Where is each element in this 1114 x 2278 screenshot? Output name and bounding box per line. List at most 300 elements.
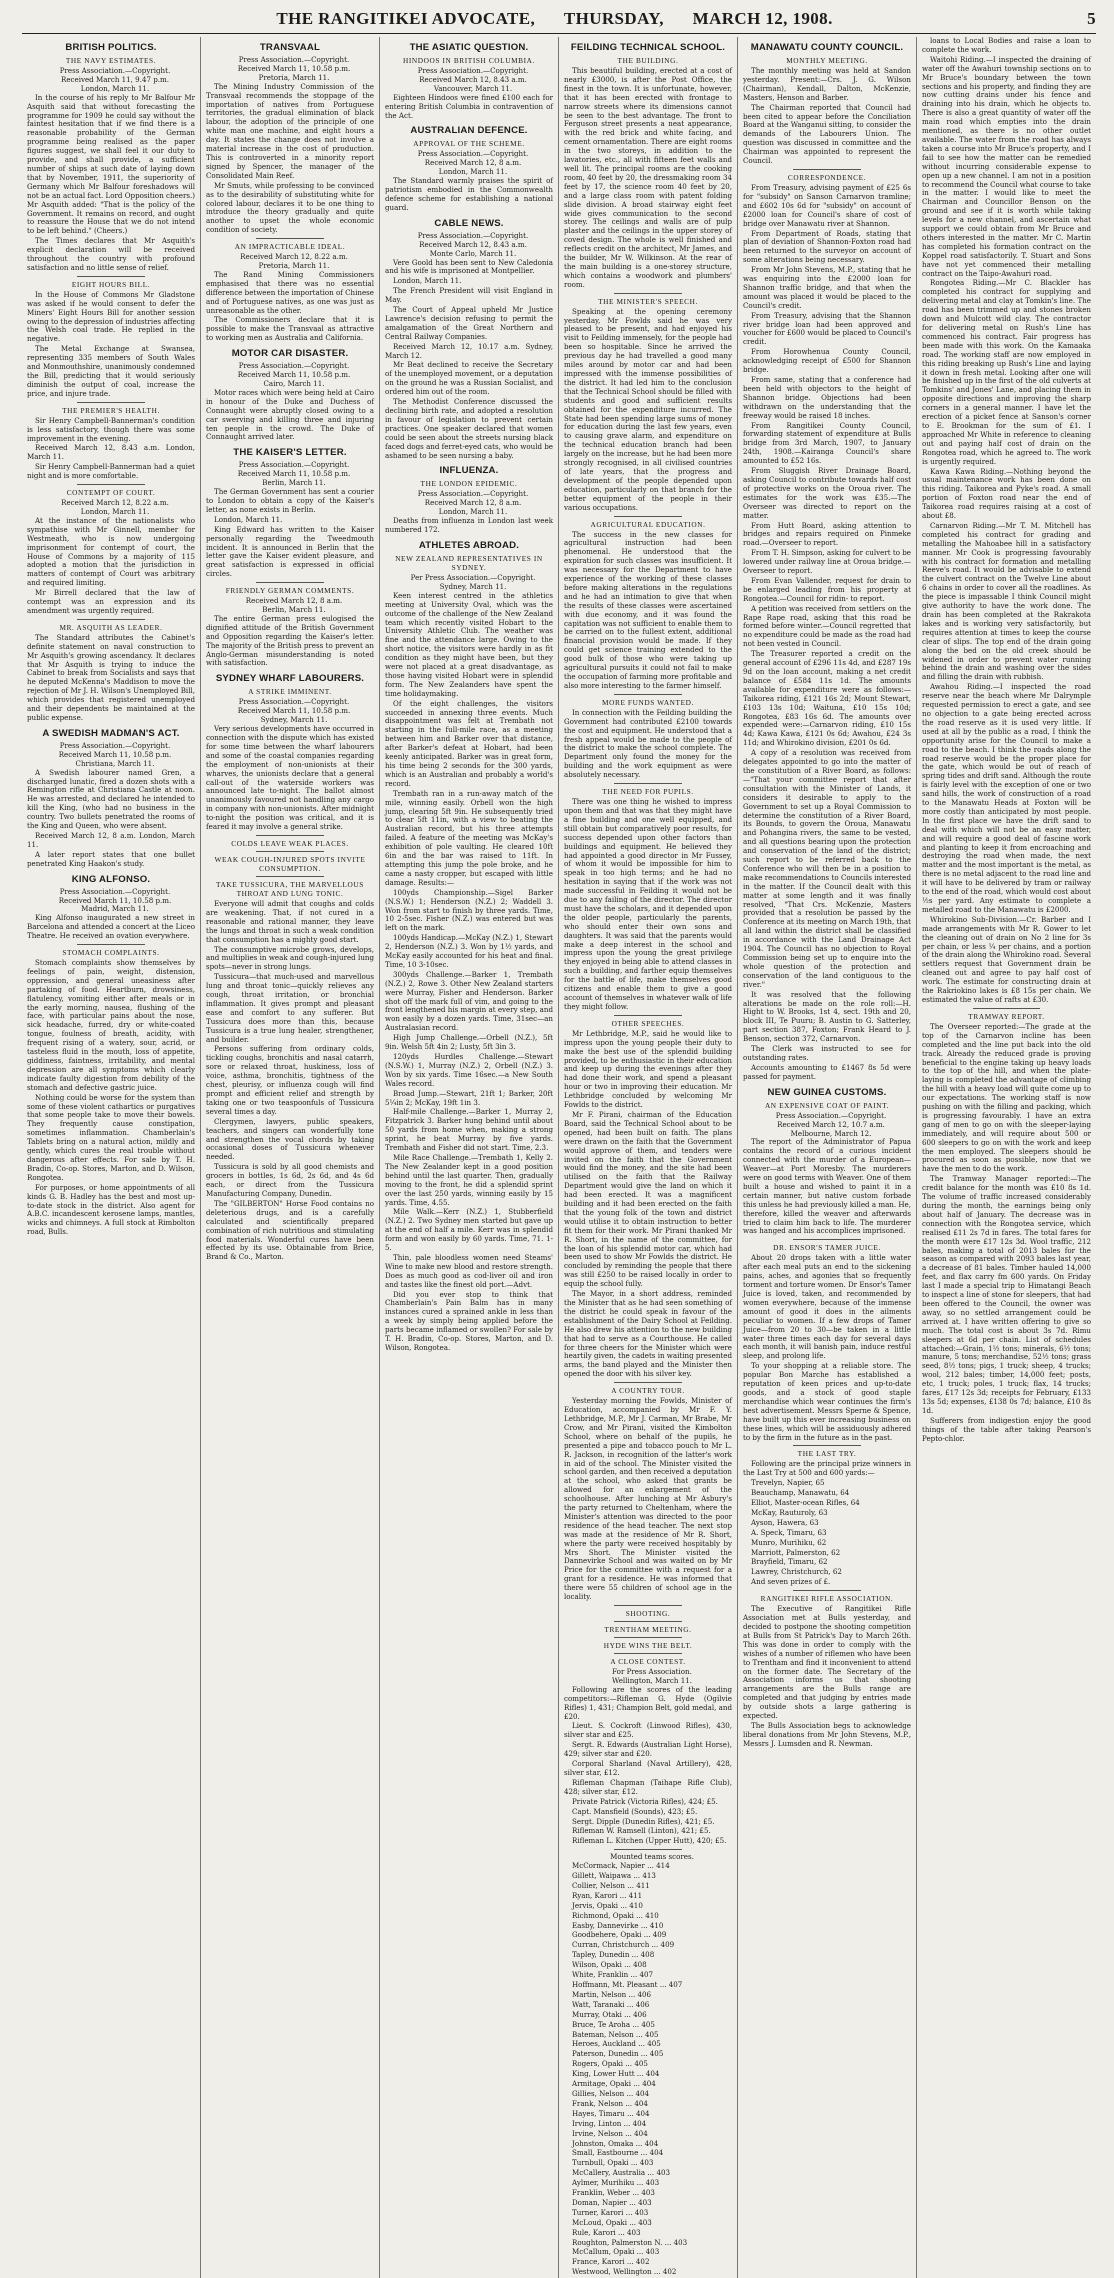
paragraph: From Rangitikei County Council, forwarding statement of expenditure at Bulls bridge from 3rd March, 1907, to January 24th, 1908.—Kairanga Council's share amounted to £52 16s. — [743, 420, 911, 466]
paragraph: Marriott, Palmerston, 62 — [751, 1547, 841, 1557]
dateline: London, March 11. — [80, 83, 150, 93]
article-subheading: MR. ASQUITH AS LEADER. — [59, 622, 163, 632]
article-subheading: THE LONDON EPIDEMIC. — [420, 479, 518, 489]
article-subheading: NEW ZEALAND REPRESENTATIVES IN SYDNEY. — [395, 553, 543, 572]
paragraph: Whirokino Sub-Division.—Cr. Barber and I made arrangements with Mr R. Gower to let the cleaning out of drain on No 2 line for 3s per chain, or less ¼ per chains, and a portion of the drain along the Whirokino road. Several settlers request that Government drain be cleaned out and agree to pay half cost of work. The estimate for constructing drain at the Rakriokino lakes is £8 15s per chain. We estimated the value of rafts at £30. — [922, 914, 1091, 1004]
paragraph: Of the eight challenges, the visitors succeeded in annexing three events. Much disappointment was felt at Trembath not starting in the full-mile race, as a meeting between him and Barker over that distance, after Barker's defeat at Hobart, had been keenly anticipated. Barker was in great form, his time being 2 seconds for the 300 yards, which is an Australian and probably a world's record. — [385, 698, 553, 788]
article — [564, 1653, 732, 1846]
article — [564, 1637, 732, 1650]
paragraph: Rule, Karori ... 403 — [572, 2227, 641, 2237]
paragraph: Westwood, Wellington ... 402 — [572, 2267, 677, 2277]
paragraph: 100yds Championship.—Sigel Barker (N.S.W.) 1; Henderson (N.Z.) 2; Waddell 3. Won from start to finish by three yards. Time, 10 2-5sec. Fisher (N.Z.) was entered but was left on the mark. — [385, 887, 553, 933]
article-subheading: TAKE TUSSICURA, THE MARVELLOUS THROAT AND LUNG TONIC. — [216, 879, 364, 898]
column-1 — [22, 37, 201, 2278]
article-subheading: A STRIKE IMMINENT. — [248, 687, 332, 697]
dateline: Madrid, March 11. — [81, 904, 149, 914]
paragraph: Elliot, Master-ocean Rifles, 64 — [751, 1498, 860, 1508]
article-heading: BRITISH POLITICS. — [65, 42, 157, 53]
dateline: Pretoria, March 11. — [258, 261, 330, 271]
article — [206, 851, 374, 873]
paragraph: McKay, Rauturoly, 63 — [751, 1507, 828, 1517]
dateline: London, March 11. — [438, 507, 508, 517]
paragraph: And seven prizes of £. — [751, 1577, 831, 1587]
dateline: Berlin, March 11. — [262, 605, 326, 615]
paragraph: From Hutt Board, asking attention to bridges and repairs required on Pinmeke road.—Overseer to report. — [743, 520, 911, 548]
paragraph: Tussicura—that much-used and marvellous lung and throat tonic—quickly relieves any cough, throat irritation, or bronchial inflammation. It gives prompt and pleasant ease and comfort to any sufferer. But Tussicura does more than this, because Tussicura is a true lung healer, strengthener, and builder. — [206, 972, 374, 1044]
dateline: Melbourne, March 12. — [790, 1128, 872, 1138]
masthead-rule — [22, 33, 1096, 34]
dateline: Received March 11, 10.58 p.m. — [58, 895, 172, 905]
article — [206, 582, 374, 668]
article-subheading: MONTHLY MEETING. — [786, 56, 868, 65]
article — [206, 42, 374, 235]
dateline: Sydney, March 11. — [439, 581, 507, 591]
article — [743, 1087, 911, 1237]
article — [27, 728, 195, 869]
article-subheading: A COUNTRY TOUR. — [611, 1386, 685, 1396]
dateline: Press Association.—Copyright. — [417, 230, 529, 240]
article-heading: ATHLETES ABROAD. — [418, 539, 520, 551]
article — [27, 874, 195, 941]
article — [564, 694, 732, 780]
dateline: Received March 12, 8.43 a.m. — [419, 239, 527, 249]
article-heading: TRANSVAAL — [259, 42, 321, 53]
dateline: Berlin, March 11. — [262, 478, 326, 488]
paragraph: McCallery, Australia ... 403 — [572, 2168, 670, 2178]
paragraph: Heroes, Auckland ... 405 — [572, 2039, 661, 2049]
paragraph: In connection with the Feilding building the Government had contributed £2100 towards the cost and equipment. He understood that a fresh appeal would be made to the people of the district to make the school complete. The Department only found the money for the building and the work equipment as were absolutely necessary. — [564, 707, 732, 780]
paragraph: Turnbull, Opaki ... 403 — [572, 2158, 654, 2168]
paragraph: McLoud, Opaki ... 403 — [572, 2217, 652, 2227]
article — [922, 1008, 1091, 1444]
paragraph: London, March 11. — [214, 514, 283, 524]
paragraph: The monthly meeting was held at Sandon yesterday. Present:—Crs. J. G. Wilson (Chairman), Kendall, Dalton, McKenzie, Masters, Henson and Barber. — [743, 66, 911, 102]
paragraph: King Edward has written to the Kaiser personally regarding the Tweedmouth incident. It is announced in Berlin that the letter gave the Kaiser evident pleasure, and great satisfaction is expressed in official circles. — [206, 524, 374, 579]
article — [564, 1382, 732, 1602]
dateline: Press Association.—Copyright. — [238, 697, 350, 707]
article — [27, 484, 195, 616]
dateline: Press Association.—Copyright. — [59, 66, 171, 75]
dateline: Received March 12, 8 a.m. — [424, 158, 522, 168]
paragraph: Mr F. Pirani, chairman of the Education Board, said the Technical School about to be opened, had been built on faith. The plans were drawn on the faith that the Government would approve of them, and tenders were invited on the faith that the Government would find the money, and the site had been utilised on the faith that the Railway Department would give the land on which it had been erected. It was a magnificent building and it had been erected on the faith that the young folk of the town and district would utilise it to obtain instruction to better fit them for their work. Mr Pirani thanked Mr R. Short, in the name of the committee, for the loan of his splendid motor car, which had been used to show Mr Fowlds the district. He concluded by reminding the people that there was still £250 to be raised locally in order to equip the school fully. — [564, 1109, 732, 1289]
paragraph: 300yds Challenge.—Barker 1, Trembath (N.Z.) 2, Rowe 3. Other New Zealand starters were Murray, Fisher and Henderson. Barker shot off the mark full of vim, and going to the front lengthened his margin at every step, and won easily by a dozen yards. Time, 31sec—an Australasian record. — [385, 969, 553, 1033]
paragraph: 100yds Handicap.—McKay (N.Z.) 1, Stewart 2, Henderson (N.Z.) 3. Won by 1½ yards, and McKay easily accounted for his heat and final. Time, 10 3-10sec. — [385, 933, 553, 969]
article — [206, 835, 374, 848]
paragraph: Sir Henry Campbell-Bannerman had a quiet night and is more comfortable. — [27, 462, 195, 481]
paragraph: The Rand Mining Commissioners emphasised that there was no essential difference between the importation of Chinese and of Portuguese natives, as one was just as unreasonable as the other. — [206, 269, 374, 315]
paragraph: Broad Jump.—Stewart, 21ft 1; Barker, 20ft 5¼in 2; McKay, 19ft 1in 3. — [385, 1088, 553, 1107]
paragraph: Capt. Mansfield (Sounds), 423; £5. — [572, 1806, 698, 1816]
dateline: Received March 12, 8.43 a.m. — [419, 74, 527, 84]
paragraph: Waitohi Riding.—I inspected the draining of water off the Awahuri township sections on to Mr Bruce's boundary between the town sections and his property, and finding they are now cutting drains under his fence and draining into his drain, which he objects to. There is also a great quantity of water off the main road which empties into the drain mentioned, as there is no other outlet available. The water from the road has always taken a course into Mr Bruce's property, and I fail to see how the matter can be remedied without incurring considerable expense to open up a new channel. I am not in a position to recommend the Council what course to take in the matter. I would like to meet the Chairman and Councillor Benson on the ground and see if it is worth while taking levels for a new channel, and ascertain what support we could obtain from Mr Bruce and others interested in the matter. Mr C. Martin has completed his formation contract on the Koppel road satisfactorily. T. Stuart and Sons have not yet commenced their metalling contract on the Taipo-Awahuri road. — [922, 54, 1091, 278]
paragraph: The Bulls Association begs to acknowledge liberal donations from Mr John Stevens, M.P., Messrs J. Lumsden and R. Newman. — [743, 1720, 911, 1748]
article-subheading: AN IMPRACTICABLE IDEAL. — [234, 242, 346, 252]
paragraph: The Methodist Conference discussed the declining birth rate, and adopted a resolution in favour of legislation to prevent certain practices. One speaker declared that women could be seen about the streets nursing black faced dogs and ferret-eyed cats, who would be ashamed to be seen nursing a baby. — [385, 397, 553, 460]
dateline: Pretoria, March 11. — [258, 72, 330, 82]
article — [385, 218, 553, 461]
paragraph: Beauchamp, Manawatu, 64 — [751, 1488, 850, 1498]
masthead-title-line — [22, 9, 1087, 29]
paragraph: From Treasury, advising payment of £25 6s for "subsidy" on Sanson Carnarvon tramline; and £602 10s 6d for "subsidy" on account of £2000 loan for Council's share of cost of bridge over Manawatu river at Shannon. — [743, 182, 911, 228]
dateline: Received March 11, 10.58 p.m. — [237, 63, 351, 73]
paragraph: A Swedish labourer named Gren, a discharged lunatic, fired a dozen shots with a Remington rifle at Christiana Castle at noon. He was arrested, and declared he intended to kill the King, (who had no business in the country. Two bullets penetrated the rooms of the King and Queen, who were absent. — [27, 767, 195, 831]
article — [27, 402, 195, 481]
dateline: Received March 11, 10.58 p.m. — [237, 706, 351, 716]
paragraph: Mr Smuts, while professing to be convinced as to the desirability of substituting white for colored labour, declares it to be one thing to introduce the theory gradually and quite another to upset the whole economic condition of society. — [206, 180, 374, 235]
paragraph: Lieut. S. Cockroft (Linwood Rifles), 430, silver star and £25. — [564, 1721, 732, 1740]
dateline: Cairo, March 11. — [263, 379, 325, 388]
paragraph: In the course of his reply to Mr Balfour Mr Asquith said that without forecasting the programme for 1909 he could say without the faintest hesitation that if we find there is a reasonable probability of the German programme being realised as the paper figures suggest, we shall feel it our duty to provide, and shall provide, a sufficient number of ships at such date of laying down that by November, 1911, the superiority of Germany which Mr Balfour foreshadows will not be an actual fact. Lord Opposition cheers.) Mr Asquith added: "That is the policy of the Government. It remains on record, and ought to reassure the House that we do not intend to be left behind." (Cheers.) — [27, 92, 196, 236]
paragraph: The French President will visit England in May. — [385, 286, 553, 305]
article-subheading: RANGITIKEI RIFLE ASSOCIATION. — [760, 1594, 894, 1604]
paragraph: King Alfonso inaugurated a new street in Barcelona and attended a concert at the Liceo Theatre. He received an ovation everywhere. — [27, 913, 195, 941]
article-subheading: AGRICULTURAL EDUCATION. — [590, 519, 706, 529]
dateline: Received March 12, 8.22 a.m. — [240, 252, 348, 262]
article — [564, 293, 732, 513]
section-divider — [614, 1653, 681, 1654]
article — [743, 1239, 911, 1442]
paragraph: Trevelyn, Napier, 65 — [751, 1478, 825, 1488]
article-subheading: FRIENDLY GERMAN COMMENTS. — [225, 586, 355, 596]
section-divider — [614, 1637, 681, 1638]
section-divider — [793, 169, 860, 170]
paragraph: Aylmer, Murihiku ... 403 — [572, 2178, 660, 2188]
article-subheading: OTHER SPEECHES. — [611, 1018, 685, 1028]
section-divider — [793, 1239, 860, 1240]
paragraph: The Clerk was instructed to see for outstanding rates. — [743, 1044, 911, 1062]
paragraph: High Jump Challenge.—Orbell (N.Z.), 5ft 9in. Welsh 5ft 4in 2; Lusty, 5ft 3in 3. — [385, 1033, 553, 1052]
section-divider — [256, 238, 323, 239]
dateline: London, March 11. — [80, 506, 150, 516]
paragraph: A later report states that one bullet penetrated King Haakon's study. — [27, 849, 195, 868]
paragraph: Doman, Napier ... 403 — [572, 2197, 652, 2207]
paragraph: The Mining Industry Commission of the Transvaal recommends the stoppage of the importation of natives from Portuguese territories, the gradual elimination of black labour, the adoption of the principle of one white man one machine, and eight hours a day. It states the change does not involve a material increase in the cost of production. This is controverted in a minority report signed by Spencer, the manager of the Consolidated Main Reef. — [206, 81, 374, 180]
paragraph: In the House of Commons Mr Gladstone was asked if he would consent to defer the Miners' Eight Hours Bill for another session owing to the depression of industries affecting the Welsh coal trade. He replied in the negative. — [27, 289, 195, 344]
paragraph: The Chairman reported that Council had been cited to appear before the Conciliation Board at the Wanganui sitting, to consider the demands of the Labourers Union. The question was discussed in committee and the Chairman was appointed to represent the Council. — [743, 102, 911, 166]
paragraph: Watt, Taranaki ... 406 — [572, 1999, 650, 2009]
paragraph: Awahou Riding.—I inspected the road reserve near the beach where Mr Dalrymple requested permission to erect a gate, and see no objection to a gate being erected across the road reserve as it is used very little. If used at all by the public as a road, I think the opportunity arise for the Council to make a road to the beach. I think the roads along the road reserve would be the proper place for the gate, which would be out of reach of spring tides and drift sand. Although the route is fairly level with the exception of one or two sand hills, the work of construction of a road to the Manawatu Heads at Foxton will be more costly than anticipated by most people. In the first place we have the drift sand to deal with which will not be an easy matter, and will require a good deal of fascine work and planting to keep it from encroaching and destroying the road when made, the next matter and the most important is the metal, as there is no metal adjacent to the road line and it will have to be delivered by tram or railway to the end of the road, which would cost about ½s per yard. Any estimate to complete a metalled road to the Manawatu is £2000. — [922, 682, 1091, 914]
article — [385, 125, 553, 212]
article-heading: FEILDING TECHNICAL SCHOOL. — [570, 42, 726, 53]
section-divider — [77, 276, 144, 277]
article-subheading: EIGHT HOURS BILL. — [71, 279, 151, 289]
article-subheading: THE PREMIER'S HEALTH. — [62, 405, 160, 415]
paragraph: The Mayor, in a short address, reminded the Minister that as he had seen something of the district he could speak in favour of the establishment of the Dairy School at Feilding. He also drew his attention to the new building that had to serve as a Courthouse. He called for three cheers for the Minister which were heartily given, the cadets in waiting presented arms, the band played and the Minister then opened the door with his silver key. — [564, 1289, 732, 1379]
paragraph: The success in the new classes for agricultural instruction had been phenomenal. He understood that the expiration for such classes was insufficient. It was necessary for the Department to have experience of the working of these classes before making alterations in the regulations and he had an intimation to give that when the results of these classes were ascertained with due economy, and it was found the capitation was not sufficient to enable them to be carried on to the fullest extent, additional financial provision would be made. If they could get science training extended to the good bulk of those who were taking up agricultural pursuits it could not fail to make the occupation of farming more profitable and also more interesting to the farmer himself. — [564, 529, 732, 690]
article-subheading: MORE FUNDS WANTED. — [602, 697, 694, 707]
article — [743, 1590, 911, 1749]
paragraph: At the instance of the nationalists who sympathise with Mr Ginnell, member for Westmeath, who is now undergoing imprisonment for contempt of court, the House of Commons by a majority of 115 adopted a motion that the jurisdiction in matters of contempt of Court was arbitrary and required limiting. — [27, 515, 195, 588]
paragraph: Accounts amounting to £1467 8s 5d were passed for payment. — [743, 1062, 911, 1081]
article — [206, 673, 374, 832]
article-subheading: CORRESPONDENCE. — [787, 172, 867, 182]
dateline: Press Association.—Copyright. — [59, 886, 171, 896]
article-heading: THE KAISER'S LETTER. — [233, 447, 347, 459]
paragraph: King, Lower Hutt ... 404 — [572, 2069, 660, 2079]
paragraph: Private Patrick (Victoria Rifles), 424; £5. — [572, 1796, 718, 1806]
paragraph: The Tramway Manager reported:—The credit balance for the month was £10 8s 1d. The volume of traffic increased considerably during the month, the earnings being only about half of January. The decrease was in connection with the Rongotea service, which realised £11 2s 7d in fares. The total fares for the month were £17 12s 3d. Wool traffic, 212 bales, making a total of 2013 bales for the season as compared with 2093 bales last year, a decrease of 81 bales. Timber hauled 14,000 feet, and flax carry fm 600 yards. On Friday last I made a special trip to Himatangi Beach to inspect a line of stone for sleepers, that had been offered to the Council, the owner was away, so no settled arrangement could be arrived at. I have written offering to give so much. The total cost is about 3s 7d. Rimu sleepers at 6d per chain. List of schedules attached:—Grain, 1½ tons; minerals, 6½ tons; manure, 5 tons; merchandise, 52½ tons; grass seed, 8½ tons; pigs, 1 truck; sheep, 4 trucks; wool, 212 bales; timber, 14,000 feet; posts, etc, 1 truck; poles, 1 truck; flax, 14 trucks; fares, £17 12s 3d; receipts for February, £133 13s 5d; expenses, £138 0s 7d; balance, £10 8s 1d. — [922, 1174, 1091, 1415]
article-subheading: THE BUILDING. — [617, 56, 679, 65]
dateline: Sydney, March 11. — [260, 715, 328, 725]
paragraph: Paterson, Dunedin ... 405 — [572, 2049, 664, 2059]
dateline: Press Association.—Copyright. — [775, 1110, 887, 1120]
paragraph: Keen interest centred in the athletics meeting at University Oval, which was the outcome of the challenge of the New Zealand team which recently visited Hobart to the University Athletic Club. The weather was fine and the attendance large. Owing to the short notice, the visitors were hardly in as fit condition as they might have been, but they were not placed at a great disadvantage, as those having visited Hobart were in splendid form. The New Zealanders have spent the time holidaymaking. — [385, 590, 553, 698]
paragraph: Deaths from influenza in London last week numbered 172. — [385, 516, 553, 535]
column-5 — [738, 37, 917, 2278]
paragraph: Stomach complaints show themselves by feelings of pain, weight, distension, oppression, and general uneasiness after partaking of food. Heartburn, drowsiness, flatulency, vomiting either after meals or in the early morning, nausea, flushing of the face, with particular pains about the nose, sick headache, furred, dry or white-coated tongue, foulness of breath, acidity, with frequent rising of a watery, sour, acrid, or tasteless fluid in the mouth, loss of appetite, giddiness, faintness, irritability, and mental depression are all symptoms which clearly indicate faulty digestion from debility of the stomach and defective gastric juice. — [27, 958, 195, 1092]
paragraph: The Standard warmly praises the spirit of patriotism embodied in the Commonwealth defence scheme for establishing a national guard. — [385, 176, 553, 212]
issue-day: THURSDAY, — [563, 9, 664, 28]
dateline: Received March 12, 10.7 a.m. — [777, 1119, 885, 1129]
paragraph: McCormack, Napier ... 414 — [572, 1861, 670, 1871]
article-subheading: TRENTHAM MEETING. — [604, 1625, 692, 1634]
section-divider — [614, 1382, 681, 1383]
paragraph: From Evan Vallender, request for drain to be enlarged leading from his property at Rongotea.—Council for ridin- to report. — [743, 575, 911, 603]
article-heading: AUSTRALIAN DEFENCE. — [410, 125, 528, 137]
paragraph: Ayson, Hawera, 63 — [751, 1517, 819, 1527]
dateline: Vancouver, March 11. — [433, 83, 513, 93]
article — [27, 276, 195, 399]
section-divider — [256, 876, 323, 877]
paragraph: Speaking at the opening ceremony yesterday, Mr Fowlds said he was very pleased to be present, and had enjoyed his visit to Feilding immensely, for the people had been so hospitable. Since he arrived the previous day he had travelled a good many miles around by motor car and had been impressed with the immense possibilities of the district. It had led him to the conclusion that the Technical School should be filled with students and good and sufficient results obtained for the expenditure incurred. The State had been spending large sums of money for education during the last few years, even to causing grave alarm, and expenditure on the technical education branch had been largely on the increase, but he had been more strongly recognised, in all civilised countries of late years, that the progress and development of the people depended upon education, particularly on that branch for the better equipment of the people in their various occupations. — [564, 306, 732, 512]
article — [206, 238, 374, 343]
paragraph: White, Franklin ... 407 — [572, 1970, 654, 1980]
article — [564, 1621, 732, 1634]
paragraph: The Commissioners declare that it is possible to make the Transvaal as attractive to working men as Australia and California. — [206, 315, 374, 343]
paragraph: There was one thing he wished to impress upon them and that was that they might have a fine building and one well equipped, and still obtain but comparatively poor results, for success depended upon other factors than buildings and equipment. He believed they had appointed a good director in Mr Fussey, of whom it would be impossible for him to speak in too high terms; and he had no hesitation in saying that if the work was not made successful in Feilding it would not be due to any failing of the director. The director must have the scholars, and it depended upon the older people, particularly the parents, who should enter their own sons and daughters. It was said that the parents would make a deep interest in the school and impress upon the young the great privilege they enjoyed in being able to attend classes in such a building, and farther equip themselves for the battle of life, make themselves good citizens and enable them to give a good account of themselves in whatever walk of life they might follow. — [564, 797, 732, 1011]
paragraph: Mr Lethbridge, M.P., said he would like to impress upon the young people their duty to make the best use of the splendid building provided, to be enthusiastic in their education and keep up during the evenings after they had done their work, and spend a pleasant hour or two in improving their education. Mr Lethbridge concluded by welcoming Mr Fowlds to the district. — [564, 1028, 732, 1110]
article — [564, 516, 732, 691]
paragraph: From Department of Roads, stating that plan of deviation of Shannon-Foxton road had been returned to the surveyor on account of some alterations being necessary. — [743, 228, 911, 265]
dateline: Received March 11, 10.58 p.m. — [237, 370, 351, 380]
dateline: Press Association.—Copyright. — [238, 55, 350, 64]
section-divider — [793, 1445, 860, 1446]
masthead — [22, 6, 1096, 32]
paragraph: McCallum, Opaki ... 403 — [572, 2247, 660, 2257]
dateline: Received March 11, 10.58 p.m. — [58, 749, 172, 759]
paragraph: Collier, Nelson ... 411 — [572, 1880, 650, 1890]
paragraph: Trembath ran in a run-away match of the mile, winning easily. Orbell won the high jump, clearing 5ft 9in. He subsequently tried to clear 5ft 11in, with a view to beating the Australian record, but his three attempts failed. A feature of the meeting was McKay's exhibition of pole vaulting. He cleared 10ft 6in and the bar was raised to 11ft. In attempting this jump the pole broke, and he came a nasty cropper, but escaped with little damage. Results:— — [385, 788, 553, 887]
paragraph: Clergymen, lawyers, public speakers, teachers, and singers can wonderfully tone and strengthen the vocal chords by taking occasional doses of Tussicura whenever needed. — [206, 1116, 374, 1162]
paragraph: Easby, Dannevirke ... 410 — [572, 1920, 664, 1930]
article-subheading: CONTEMPT OF COURT. — [66, 488, 156, 498]
paragraph: Carnarvon Riding.—Mr T. M. Mitchell has completed his contract for grading and metalling the Mahoabee hill in a satisfactory manner. Mr Cook is progressing favourably with his contract for formation and metalling Reeve's road. It would be advisable to extend the culvert contract on the Twelve Line about 6 chains in order to cover all the roadlines. As the piece is impassable I think Council might give authority to have the work done. The drain has been completed at the Rakrakota lakes and is working very satisfactorily, but requires attention at times to keep the course clear of slips. The top end of the drain going along the bed on the old creek should be widened in order to prevent water running behind the drain and washing over the sides and filling the drain with rubbish. — [922, 520, 1091, 682]
article-subheading: THE NAVY ESTIMATES. — [65, 56, 157, 65]
paragraph: From Horowhenua County Council, acknowledging receipt of £500 for Shannon bridge. — [743, 347, 911, 375]
section-divider — [614, 1621, 681, 1622]
section-divider — [77, 402, 144, 403]
article-subheading: APPROVAL OF THE SCHEME. — [413, 139, 525, 149]
column-4 — [559, 37, 738, 2278]
section-divider — [973, 1008, 1041, 1009]
section-divider — [77, 944, 144, 945]
paragraph: Tussicura is sold by all good chemists and grocers in bottles, 1s 6d, 2s 6d, and 4s 6d each, or direct from the Tussicura Manufacturing Company, Dunedin. — [206, 1162, 374, 1198]
article — [564, 1015, 732, 1379]
paragraph: Following are the principal prize winners in the Last Try at 500 and 600 yards:— — [743, 1459, 911, 1478]
article-subheading: HYDE WINS THE BELT. — [603, 1641, 693, 1650]
dateline: Press Association.—Copyright. — [238, 460, 350, 470]
paragraph: Mile Walk.—Kerr (N.Z.) 1, Stubberfield (N.Z.) 2. Two Sydney men started but gave up at the end of half a mile. Kerr was in splendid form and won easily by 60 yards. Time, 71. 1-5. — [385, 1207, 553, 1253]
paragraph: The entire German press eulogised the dignified attitude of the British Government and Opposition regarding the Kaiser's letter. The majority of the British press to prevent an Anglo-German misunderstanding is noted with satisfaction. — [206, 613, 374, 668]
dateline: Received March 12, 8 a.m. — [424, 498, 522, 508]
article-heading: MOTOR CAR DISASTER. — [231, 348, 349, 360]
paragraph: From Treasury, advising that the Shannon river bridge loan had been approved and voucher for £600 would be placed to Council's credit. — [743, 310, 911, 347]
section-divider — [793, 1590, 860, 1591]
paragraph: From Mr John Stevens, M.P., stating that he was enquiring into the £2000 loan for Shannon traffic bridge, and that when the amount was placed it would be placed to the Council's credit. — [743, 265, 911, 310]
section-divider — [256, 835, 323, 836]
paragraph: Roughton, Palmerston N. ... 403 — [572, 2237, 688, 2247]
paragraph: The Overseer reported:—The grade at the top of the Carnarvon incline has been completed and the line put back into the old track. Already the reduced grade is proving beneficial to the engine taking up heavy loads to the top of the hill, and when the plate-laying is completed the advantage of climbing the hill with a heavy load will quite come up to our expectations. The working staff is now pushing on with the filling and packing, which is progressing favourably. I have an extra gang of men to go on with the sleeper-laying immediately, and will require about 500 or 600 sleepers to go on with the work and keep the men employed. The sleepers should be procured as soon as possible, now that we have the men to do the work. — [922, 1021, 1091, 1174]
paragraph: Jervis, Opaki ... 410 — [572, 1900, 643, 1910]
paragraph: Yesterday morning the Fowlds, Minister of Education, accompanied by Mr F. Y. Lethbridge, M.P., Mr J. Carman, Mr Brabe, Mr Crow, and Mr Pirani, visited the Kimbolton School, where on behalf of the pupils, he presented a pipe and tobacco pouch to Mr L. R. Jackson, in recognition of the latter's work in aid of the school. The Minister visited the school garden, and then received a deputation at the school, who asked that grants be allowed for an enlargement of the schoolhouse. After lunching at Mr Asbury's the party returned to Cheltenham, where the Minister's attention was directed to the poor residence of the head teacher. The next stop was made at the residence of Mr R. Short, where the party were received hospitably by Mrs Short. The Minister visited the Dannevirke School and was waited on by Mr Price for the committee with a request for a grant for a residence. He was informed that there were 55 children of school age in the locality. — [564, 1396, 732, 1602]
paragraph: A. Speck, Timaru, 63 — [751, 1527, 827, 1537]
paragraph: A petition was received from settlers on the Rape Rape road, asking that this road be formed before winter.—Council regretted that no expenditure could be made as the road had not been vested in Council. — [743, 603, 911, 649]
paragraph: Rongotea Riding.—Mr C. Blackler has completed his contract for supplying and delivering metal and clay at Tomkin's line. The road has been trimmed up and stones broken down and Mulcott wild clay. The contractor for delivering metal on Rush's Line has commenced his contract. Fair progress has been made with this work. On the Kamaaka road. The working staff are now employed in this riding breaking up Rush's Line and laying it down in fresh metal. Looking after one will be finished up in the first of the old culverts at Tomkins' and Jones' Lane, and placing them in opposite directions and improving the sharp corners in a general manner. I have let the erection of a picket fence at Sanson's corner to E. Brookman for the sum of £1. I approached Mr White in reference to cleaning out and paying half cost of drain on the Rongotea road, which he agreed to. The work is urgently required. — [922, 278, 1091, 466]
section-divider — [614, 783, 681, 784]
section-divider — [77, 484, 144, 485]
article-subheading: TRAMWAY REPORT. — [968, 1011, 1045, 1021]
paragraph: The report of the Administrator of Papua contains the record of a curious incident connected with the murder of a European—Weaver—at Port Moresby. The murderers were on good terms with Weaver. One of them built a house and wished to paint it in a certain manner, but native custom forbade this unless he had previously killed a man. He, therefore, killed the weaver and afterwards tried to claim him back to life. The murderer was hanged and his accomplices imprisoned. — [743, 1137, 912, 1236]
paragraph: Munro, Murihiku, 62 — [751, 1537, 827, 1547]
article — [27, 944, 195, 1237]
paragraph: The Court of Appeal upheld Mr Justice Lawrence's decision refusing to permit the amalgamation of the Great Northern and Central Railway Companies. — [385, 305, 553, 341]
dateline: For Press Association. — [612, 1667, 692, 1676]
paragraph: Ryan, Karori ... 411 — [572, 1890, 643, 1900]
article-heading: MANAWATU COUNTY COUNCIL. — [750, 42, 904, 53]
article — [385, 540, 553, 1353]
section-divider — [77, 619, 144, 620]
article — [564, 1605, 732, 1618]
paragraph: Kawa Kawa Riding.—Nothing beyond the usual maintenance work has been done on this riding. Taikorea and Pyke's road. A small portion of Foxton road near the end of Taikorea road requires raising at a cost of about £8. — [922, 466, 1091, 521]
paragraph: Gillies, Nelson ... 404 — [572, 2088, 650, 2098]
paragraph: It was resolved that the following alterations be made on the role roll:—H. Hight to W. Brooks, 1st 4, sect. 19th and 20, block III, Te Puuru; B. Austin to G. Satterley, part section 387, Foxton; Frank Heard to J. Benson, section 372, Carnarvon. — [743, 989, 911, 1044]
article — [385, 42, 553, 120]
paragraph: Thin, pale bloodless women need Steams' Wine to make new blood and restore strength. Does as much good as cod-liver oil and iron and tastes like the finest old port.—Advt. — [385, 1252, 553, 1289]
paragraph: Richmond, Opaki ... 410 — [572, 1910, 659, 1920]
paragraph: Franklin, Weber ... 403 — [572, 2188, 655, 2198]
article-subheading: SHOOTING. — [625, 1609, 671, 1618]
paragraph: Brayfield, Timaru, 62 — [751, 1557, 828, 1567]
paragraph: From T. H. Simpson, asking for culvert to be lowered under railway line at Oroua bridge.—Overseer to report. — [743, 548, 911, 576]
paragraph: Murray, Otaki ... 406 — [572, 2009, 647, 2019]
paragraph: Hoffmann, Mt. Pleasant ... 407 — [572, 1980, 683, 1989]
paragraph: Irvine, Nelson ... 404 — [572, 2128, 648, 2138]
article-heading: KING ALFONSO. — [71, 873, 151, 885]
article-subheading: THE MINISTER'S SPEECH. — [598, 296, 698, 306]
dateline: Monte Carlo, March 11. — [429, 248, 517, 258]
paragraph: The Standard attributes the Cabinet's definite statement on naval construction to Mr Asquith's growing ascendancy. It declares that Mr Asquith is trying to induce the Cabinet to break from Socialists and says that he deputed McKenna's Maddison to move the rejection of Mr J. H. Wilson's Unemployed Bill, which provides that registered unemployed and their dependents be maintained at the public expense. — [27, 632, 195, 722]
paragraph: Bateman, Nelson ... 405 — [572, 2029, 659, 2039]
dateline: Press Association.—Copyright. — [417, 66, 529, 75]
paragraph: Martin, Nelson ... 406 — [572, 1989, 652, 1999]
dateline: Received March 11, 9.47 p.m. — [60, 74, 170, 84]
dateline: Mounted teams scores. — [610, 1852, 694, 1862]
paragraph: Sufferers from indigestion enjoy the good things of the table after taking Pearson's Pepto-chlor. — [922, 1415, 1091, 1443]
article — [564, 1849, 732, 2277]
section-divider — [614, 1849, 681, 1850]
article-subheading: COLDS LEAVE WEAK PLACES. — [231, 838, 349, 848]
dateline: Press Association.—Copyright. — [417, 149, 529, 159]
article-subheading: A CLOSE CONTEST. — [610, 1657, 686, 1666]
column-6 — [917, 37, 1096, 2278]
paragraph: Curran, Christchurch ... 409 — [572, 1940, 675, 1950]
article — [922, 37, 1091, 1005]
paragraph: To your shopping at a reliable store. The popular Bon Marche has established a reputation of keen prices and up-to-date goods, and a stock of good staple merchandise which wear continues the firm's best advertisement. Messrs Sperne & Spence, have built up this ever increasing business on these lines, which will be assiduously adhered to by the firm in the future as in the past. — [743, 1361, 911, 1442]
paragraph: About 20 drops taken with a little water after each meal puts an end to the sickening pains, aches, and agonies that so frequently torment and torture women. Dr Ensor's Tamer Juice is loved, taken, and recommended by women everywhere, because of the immense amount of good it does in the ailments peculiar to women. If a few drops of Tamer Juice—from 20 to 30—be taken in a little water three times each day for several days each month, it will banish pain, induce restful sleep, and prolong life. — [743, 1253, 911, 1361]
dateline: Christiana, March 11. — [75, 758, 155, 768]
article-subheading: THE NEED FOR PUPILS. — [602, 787, 694, 797]
paragraph: Mr Birrell declared that the law of contempt was an expression and its amendment was urgently required. — [27, 588, 195, 615]
paragraph: Following are the scores of the leading competitors:—Rifleman G. Hyde (Ogilvie Rifles) 1, 431; Champion Belt, gold medal, and £20. — [564, 1684, 732, 1721]
article — [743, 1445, 911, 1587]
paragraph: Sergt. R. Edwards (Australian Light Horse), 429; silver star and £20. — [564, 1740, 732, 1759]
section-divider — [256, 582, 323, 583]
article — [206, 876, 374, 1262]
section-divider — [614, 1605, 681, 1606]
paragraph: Persons suffering from ordinary colds, tickling coughs, bronchitis and nasal catarrh, sore or relaxed throat, huskiness, loss of voice, asthma, bronchitis, tightness of the chest, pleurisy, or influenza cough will find prompt and efficient relief and strength by taking one or two teaspoonfuls of Tussicura several times a day. — [206, 1044, 374, 1116]
page-number: 5 — [1087, 9, 1096, 28]
paragraph: Motor races which were being held at Cairo in honour of the Duke and Duchess of Connaught were abruptly closed owing to a car swerving and killing three and injuring ten people in the crowd. The Duke of Connaught arrived later. — [206, 387, 374, 442]
article — [564, 42, 732, 290]
paragraph: Mile Race Challenge.—Trembath 1, Kelly 2. The New Zealander kept in a good position behind until the last quarter. Then, gradually moving to the front, he did a splendid sprint over the last 250 yards, winning easily by 15 yards. Time, 4.55. — [385, 1152, 553, 1207]
paragraph: From Sluggish River Drainage Board, asking Council to contribute towards half cost of protective works on the Oroua river. The estimates for the work was £35.—The Overseer was directed to report on the matter. — [743, 466, 911, 520]
paragraph: This beautiful building, erected at a cost of nearly £3000, is after the Post Office, the finest in the town. It is unfortunate, however, that it has been erected with frontage to narrow streets where its dimensions cannot be seen to the best advantage. The front to Ferguson street presents a neat appearance, with the red brick and white facing, and cement ornamentation. There are eight rooms in the two storeys, in addition to the lavatories, etc., all with fifteen feet walls and well lit. The principal rooms are the cooking room, 40 feet by 20, the dressmaking room 34 feet by 17, the science room 40 feet by 20, and a large class room with patent folding slide division. A broad stairway eight feet wide gives communication to the second storey. The ceilings and walls are of pulp plaster and the ceilings in the upper storey of coved design. The whole is well finished and reflects credit on the architect, Mr James, and the builder, Mr W. Wilkinson. At the rear of the main building is a one-storey structure, which contains a woodwork and plumbers' room. — [564, 66, 732, 289]
paragraph: Armitage, Opaki ... 404 — [572, 2079, 656, 2089]
paragraph: Very serious developments have occurred in connection with the dispute which has existed for some time between the wharf labourers and some of the coastal companies regarding the employment of non-unionists at their wharves, the unionists declare that a general call-out of the waterside workers was announced late to-night. The ballot almost unanimously favoured not handling any cargo in company with non-unionists. After midnight to-night the position was critical, and it is feared it may involve a general strike. — [206, 724, 374, 832]
paragraph: Half-mile Challenge.—Barker 1, Murray 2, Fitzpatrick 3. Barker hung behind until about 50 yards from home when, making a strong sprint, he beat Murray by five yards. Trembath and Fisher did not start. Time, 2.3. — [385, 1107, 553, 1153]
dateline: Press Association.—Copyright. — [417, 489, 529, 499]
paragraph: Rogers, Opaki ... 405 — [572, 2059, 648, 2069]
article-heading: NEW GUINEA CUSTOMS. — [767, 1086, 887, 1098]
article-heading: CABLE NEWS. — [434, 217, 504, 229]
dateline: Received March 12, 8 a.m. — [245, 596, 343, 606]
article-subheading: HINDOOS IN BRITISH COLUMBIA. — [403, 56, 535, 65]
paragraph: Bruce, Te Aroha ... 405 — [572, 2019, 655, 2029]
paragraph: The Executive of Rangitikei Rifle Association met at Bulls yesterday, and decided to postpone the shooting competition at Bulls from St Patrick's Day to March 26th. This was done in order to comply with the wishes of a number of riflemen who have been to Trentham and find it inconvenient to attend on the former date. The Secretary of the Association informs us that shooting arrangements are the Bulls range are completed and that judging by entries made by outside shots a large gathering is expected. — [743, 1604, 911, 1721]
article — [27, 619, 195, 723]
paragraph: Corporal Sharland (Naval Artillery), 428, silver star, £12. — [564, 1759, 732, 1777]
newspaper-title: THE RANGITIKEI ADVOCATE, — [276, 9, 536, 28]
article-subheading: AN EXPENSIVE COAT OF PAINT. — [764, 1100, 890, 1110]
paragraph: France, Karori ... 402 — [572, 2257, 650, 2267]
paragraph: Received March 12, 10.17 a.m. Sydney, March 12. — [385, 341, 553, 360]
paragraph: For purposes, or home appointments of all kinds G. B. Hadley has the best and most up-to-date stock in the district. Also agent for A.B.C. incandescent kerosene lamps, mantles, wicks and chimneys. A full stock at Rimbolton road, Bulls. — [27, 1182, 195, 1237]
paragraph: Rifleman W. Ramsell (Linton), 421; £5. — [572, 1826, 711, 1836]
paragraph: Rifleman Chapman (Taihape Rifle Club), 428; silver star, £12. — [564, 1777, 732, 1796]
dateline: Received March 12, 8.22 a.m. — [61, 498, 169, 508]
paragraph: Turner, Karori ... 403 — [572, 2207, 649, 2217]
article-subheading: STOMACH COMPLAINTS. — [62, 948, 160, 958]
paragraph: Received March 12, 8 a.m. London, March 11. — [27, 830, 195, 849]
article — [743, 169, 911, 1082]
article-heading: A SWEDISH MADMAN'S ACT. — [42, 727, 180, 739]
article-heading: THE ASIATIC QUESTION. — [409, 42, 529, 53]
paragraph: The Metal Exchange at Swansea, representing 335 members of South Wales and Monmouthshire, unanimously condemned the Bill, predicting that it would seriously diminish the output of coal, increase the price, and injure trade. — [27, 344, 195, 398]
paragraph: The Treasurer reported a credit on the general account of £296 11s 4d, and £287 19s 9d on the loan account, making a net credit balance of £584 11s 1d. The amounts available for expenditure were as follows:—Taikorea riding, £121 16s 2d; Mount Stewart, £103 13s 10d; Waituna, £10 15s 10d; Rongotea, £83 16s 6d. The amounts over expended were:—Carnarvon riding, £10 15s 4d; Kawa Kawa, £121 0s 6d; Awahou, £24 3s 11d; and Whirokino division, £201 0s 6d. — [743, 649, 911, 748]
article-subheading: THE LAST TRY. — [797, 1449, 857, 1459]
paragraph: Vere Goold has been sent to New Caledonia and his wife is imprisoned at Montpellier. — [385, 257, 553, 276]
paragraph: Eighteen Hindoos were fined £100 each for entering British Columbia in contravention of the Act. — [385, 92, 553, 120]
paragraph: Did you ever stop to think that Chamberlain's Pain Balm has in many instances cured a sprained ankle in less than a week by simply being applied before the parts became inflamed or swollen? For sale by T. H. Bradin, Co-op. Stores, Marton, and D. Wilson, Rongotea. — [385, 1289, 553, 1352]
paragraph: Frank, Nelson ... 404 — [572, 2098, 648, 2108]
article — [743, 42, 911, 166]
article-heading: SYDNEY WHARF LABOURERS. — [215, 673, 365, 685]
paragraph: Nothing could be worse for the system than some of these violent cathartics or purgatives that some people take to move their bowels. They frequently cause constipation, sometimes inflammation. Chamberlain's Tablets bring on a natural action, mildly and gently, which cures the real trouble without dangerous after effects. For sale by T. H. Bradin, Co-op. Stores, Marton, and D. Wilson, Rongotea. — [27, 1092, 195, 1182]
columns — [22, 36, 1096, 2277]
paragraph: Hayes, Timaru ... 404 — [572, 2108, 650, 2118]
paragraph: From same, stating that a conference had been held with objectors to the height of Shannon bridge. Objections had been withdrawn on the understanding that the freeway would be raised 18 inches. — [743, 375, 911, 420]
paragraph: A copy of a resolution was received from delegates appointed to go into the matter of the constitution of a River Board, as follows:—"That your committee report that after consultation with the Minister of Lands, it considers it desirable to apply to the Government to set up a Royal Commission to determine the constitution of a River Board, its Bounds, to govern the Oroua, Manawatu and Pohangina rivers, the same to be vested, and all questions bearing upon the protection and conservation of the land of the district; such report to be referred back to the Conference who will then be in a position to make recommendations to Councils interested in the matter. If the Council dealt with this matter at some length and it was finally resolved, "That Crs. McKenzie, Masters provided that a resolution be passed by the Conference at its meeting on March 19th, that all land within the district shall be classified in accordance with the Land Drainage Act 1904. The Council has no objection to Royal Commission being set up to enquire into the whole question of the protection and conservation of the land contiguous to the river." — [743, 748, 911, 989]
